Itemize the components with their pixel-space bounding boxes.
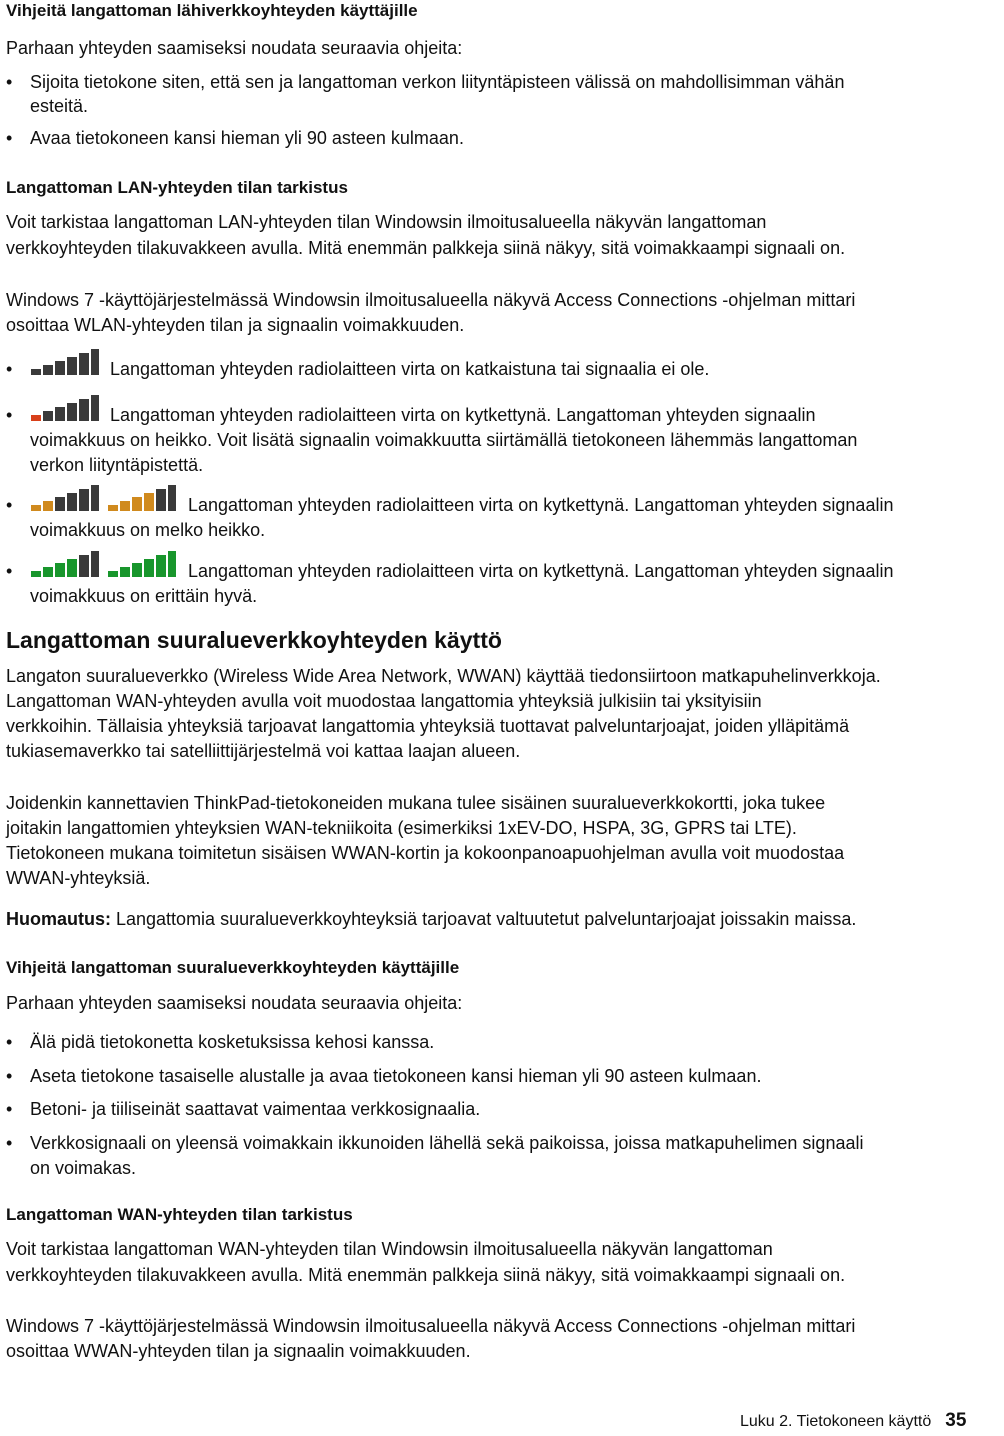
note-label: Huomautus: <box>6 909 111 929</box>
paragraph-line: verkkoyhteyden tilakuvakkeen avulla. Mitä enemmän palkkeja siinä näkyy, sitä voimakkaampi signaali on. <box>6 238 846 258</box>
section-heading: Vihjeitä langattoman suuralueverkkoyhteyden käyttäjille <box>6 958 460 977</box>
signal-none-icon <box>30 347 102 377</box>
bullet: • <box>6 405 13 425</box>
bullet: • <box>6 561 13 581</box>
paragraph-line: Langaton suuralueverkko (Wireless Wide Area Network, WWAN) käyttää tiedonsiirtoon matkapuhelinverkkoja. <box>6 666 881 686</box>
chapter-heading: Langattoman suuralueverkkoyhteyden käyttö <box>6 627 502 653</box>
list-item-text: Verkkosignaali on yleensä voimakkain ikkunoiden lähellä sekä paikoissa, joissa matkapuhelimen signaali <box>30 1133 864 1153</box>
list-item-text: voimakkuus on erittäin hyvä. <box>30 586 258 606</box>
bullet: • <box>6 72 13 92</box>
list-item-text: Betoni- ja tiiliseinät saattavat vaimentaa verkkosignaalia. <box>30 1099 481 1119</box>
section-heading: Langattoman WAN-yhteyden tilan tarkistus <box>6 1205 353 1224</box>
page-footer <box>740 1410 966 1433</box>
list-item-text: verkon liityntäpistettä. <box>30 455 204 475</box>
list-item-text: voimakkuus on melko heikko. <box>30 520 266 540</box>
list-item-text: Langattoman yhteyden radiolaitteen virta on kytkettynä. Langattoman yhteyden signaalin <box>188 495 894 515</box>
paragraph-line: tukiasemaverkko tai satelliittijärjestelmä voi kattaa laajan alueen. <box>6 741 521 761</box>
bullet: • <box>6 495 13 515</box>
section-heading: Vihjeitä langattoman lähiverkkoyhteyden käyttäjille <box>6 1 418 20</box>
note-text: Langattomia suuralueverkkoyhteyksiä tarjoavat valtuutetut palveluntarjoajat joissakin maissa. <box>111 909 857 929</box>
paragraph-line: joitakin langattomien yhteyksien WAN-tekniikoita (esimerkiksi 1xEV-DO, HSPA, 3G, GPRS tai LTE). <box>6 818 797 838</box>
list-item-text: Langattoman yhteyden radiolaitteen virta on katkaistuna tai signaalia ei ole. <box>110 359 710 379</box>
bullet: • <box>6 128 13 148</box>
chapter-label: Luku 2. Tietokoneen käyttö <box>740 1413 932 1430</box>
bullet: • <box>6 1032 13 1052</box>
paragraph-line: Langattoman WAN-yhteyden avulla voit muodostaa langattomia yhteyksiä julkisiin tai yksityisiin <box>6 691 762 711</box>
paragraph-line: osoittaa WWAN-yhteyden tilan ja signaalin voimakkuuden. <box>6 1341 471 1361</box>
signal-fair-icon <box>30 483 179 513</box>
section-heading: Langattoman LAN-yhteyden tilan tarkistus <box>6 178 348 197</box>
list-item-text: Aseta tietokone tasaiselle alustalle ja avaa tietokoneen kansi hieman yli 90 asteen kulmaan. <box>30 1066 762 1086</box>
paragraph-line: osoittaa WLAN-yhteyden tilan ja signaalin voimakkuuden. <box>6 315 465 335</box>
paragraph-line: verkkoyhteyden tilakuvakkeen avulla. Mitä enemmän palkkeja siinä näkyy, sitä voimakkaampi signaali on. <box>6 1265 846 1285</box>
bullet: • <box>6 1066 13 1086</box>
note <box>6 907 856 931</box>
paragraph-line: Windows 7 -käyttöjärjestelmässä Windowsin ilmoitusalueella näkyvä Access Connections -ohjelman mittari <box>6 1316 856 1336</box>
list-item-text: Avaa tietokoneen kansi hieman yli 90 asteen kulmaan. <box>30 128 464 148</box>
paragraph: Parhaan yhteyden saamiseksi noudata seuraavia ohjeita: <box>6 38 463 58</box>
paragraph-line: WWAN-yhteyksiä. <box>6 868 151 888</box>
paragraph-line: Windows 7 -käyttöjärjestelmässä Windowsin ilmoitusalueella näkyvä Access Connections -ohjelman mittari <box>6 290 856 310</box>
paragraph: Parhaan yhteyden saamiseksi noudata seuraavia ohjeita: <box>6 993 463 1013</box>
bullet: • <box>6 1099 13 1119</box>
paragraph-line: Joidenkin kannettavien ThinkPad-tietokoneiden mukana tulee sisäinen suuralueverkkokortti, joka tukee <box>6 793 826 813</box>
list-item-text: Langattoman yhteyden radiolaitteen virta on kytkettynä. Langattoman yhteyden signaalin <box>110 405 816 425</box>
list-item-text: esteitä. <box>30 96 89 116</box>
paragraph-line: verkkoihin. Tällaisia yhteyksiä tarjoavat langattomia yhteyksiä tuottavat palveluntarjoajat, joiden ylläpitämä <box>6 716 850 736</box>
paragraph-line: Voit tarkistaa langattoman LAN-yhteyden tilan Windowsin ilmoitusalueella näkyvän langattoman <box>6 212 767 232</box>
list-item-text: voimakkuus on heikko. Voit lisätä signaalin voimakkuutta siirtämällä tietokoneen lähemmäs langattoman <box>30 430 858 450</box>
paragraph-line: Tietokoneen mukana toimitetun sisäisen WWAN-kortin ja kokoonpanoapuohjelman avulla voit muodostaa <box>6 843 845 863</box>
list-item-text: Langattoman yhteyden radiolaitteen virta on kytkettynä. Langattoman yhteyden signaalin <box>188 561 894 581</box>
list-item-text: Sijoita tietokone siten, että sen ja langattoman verkon liityntäpisteen välissä on mahdollisimman vähän <box>30 72 845 92</box>
bullet: • <box>6 1133 13 1153</box>
signal-excellent-icon <box>30 549 179 579</box>
page-number: 35 <box>945 1410 967 1431</box>
list-item-text: Älä pidä tietokonetta kosketuksissa kehosi kanssa. <box>30 1032 435 1052</box>
signal-weak-icon <box>30 393 102 423</box>
bullet: • <box>6 359 13 379</box>
paragraph-line: Voit tarkistaa langattoman WAN-yhteyden tilan Windowsin ilmoitusalueella näkyvän langattoman <box>6 1239 773 1259</box>
list-item-text: on voimakas. <box>30 1158 137 1178</box>
